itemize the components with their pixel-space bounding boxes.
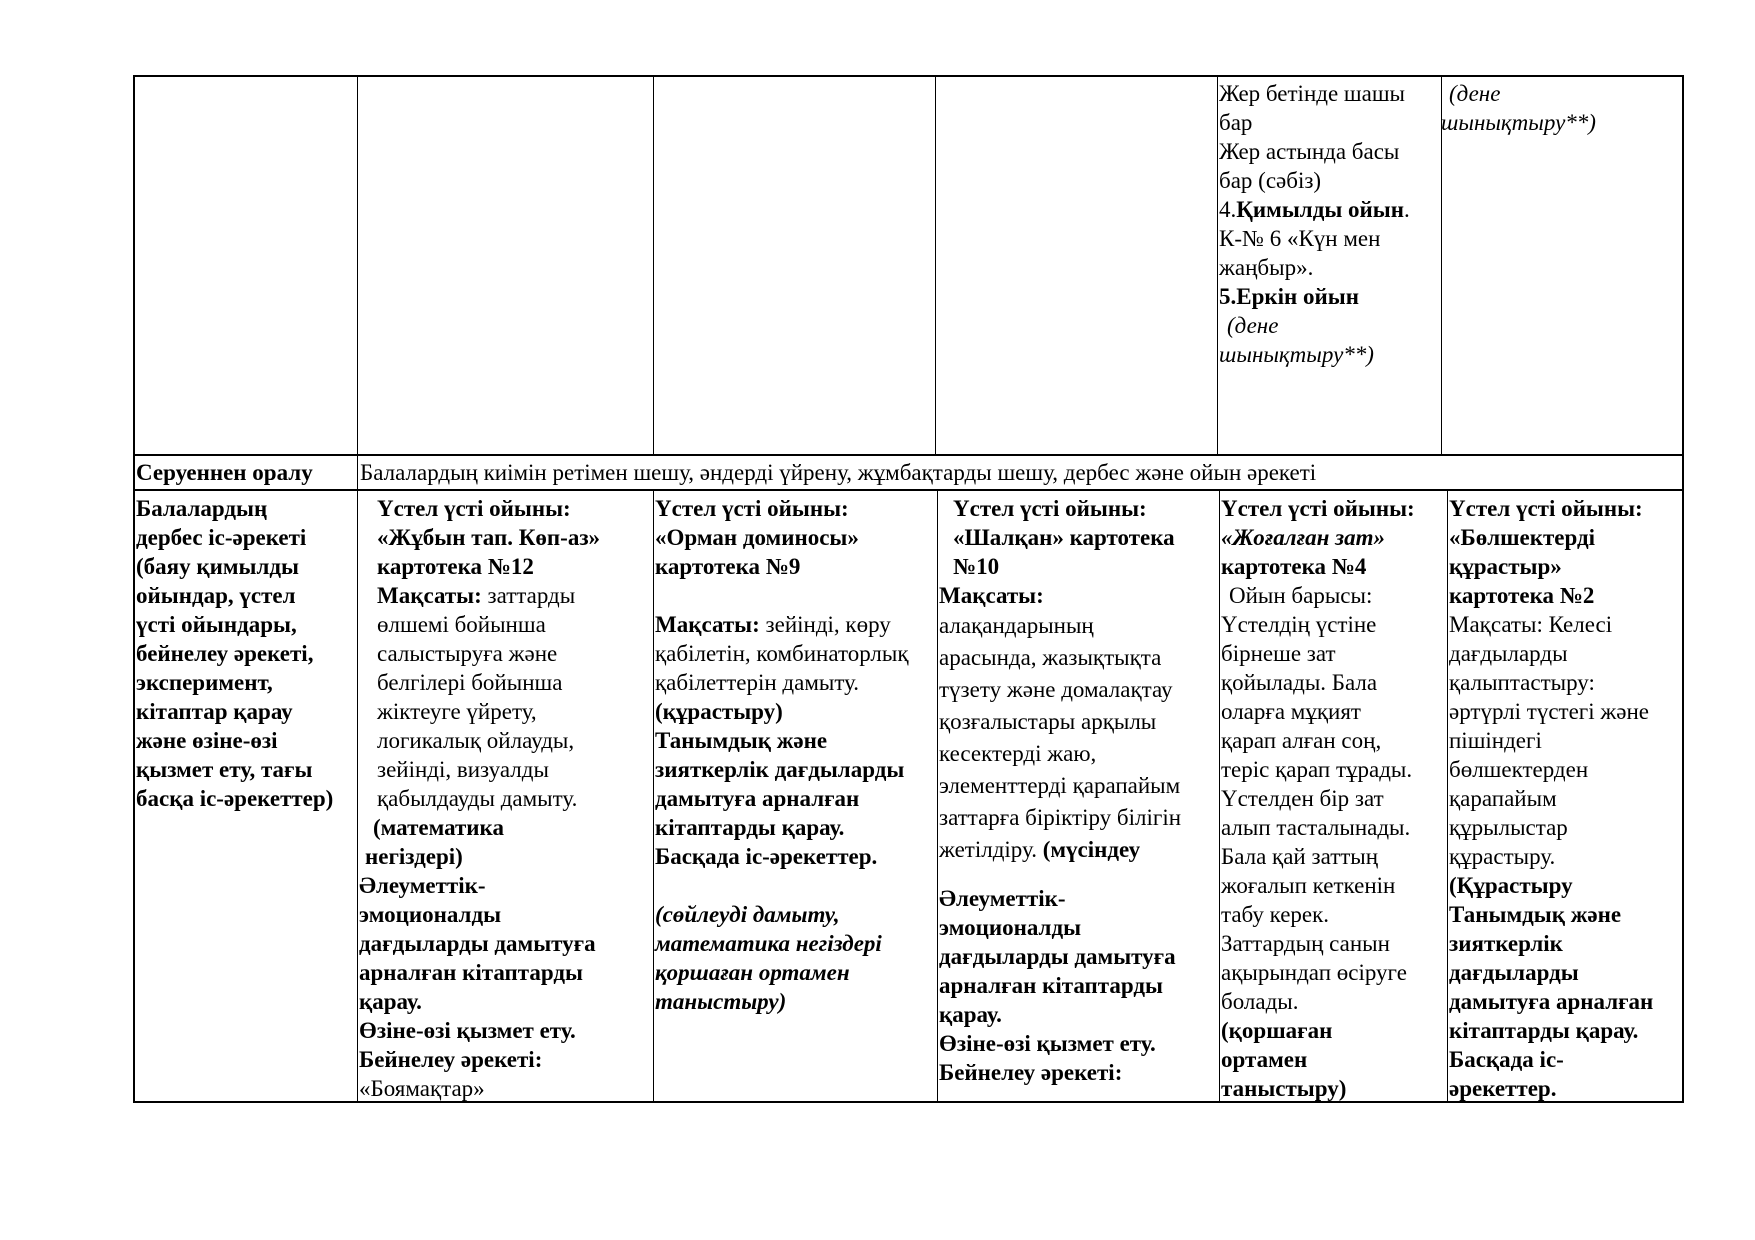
- spacer: [939, 866, 1219, 884]
- row3-tue-cell: [655, 494, 937, 1016]
- text-line: [655, 610, 937, 639]
- grid-line: [1217, 76, 1218, 455]
- card-number: картотека №2: [1449, 583, 1595, 608]
- subject-note: (қоршаған: [1221, 1018, 1333, 1043]
- subject-note: (құрастыру): [655, 699, 783, 724]
- text-line: Басқада іс-: [1449, 1047, 1564, 1072]
- text-line: Өзіне-өзі қызмет ету.: [359, 1018, 576, 1043]
- text-line: Ойын барысы:: [1229, 583, 1373, 608]
- subject-note: негіздері): [365, 844, 463, 869]
- goal-text: зейінді, көру: [765, 612, 891, 637]
- text-line: дағдыларды: [1449, 641, 1568, 666]
- game-name: «Жоғалған зат»: [1221, 525, 1385, 550]
- text-line: қарап алған соң,: [1221, 728, 1382, 753]
- text-line: қабілеттерін дамыту.: [655, 670, 860, 695]
- text-line: қарапайым: [1449, 786, 1557, 811]
- text-line: өлшемі бойынша: [377, 612, 546, 637]
- text-line: қарау.: [939, 1002, 1002, 1027]
- text-line: дамытуға арналған: [1449, 989, 1654, 1014]
- text-line: және өзіне-өзі: [136, 728, 278, 753]
- spacer: [655, 581, 937, 610]
- text-line: Танымдық және: [655, 728, 828, 753]
- text-line: қалыптастыру:: [1449, 670, 1595, 695]
- text-line: қызмет ету, тағы: [136, 757, 313, 782]
- text-line: үсті ойындары,: [136, 612, 297, 637]
- text-line: ойындар, үстел: [136, 583, 296, 608]
- game-name: «Жұбын тап. Көп-аз»: [377, 525, 601, 550]
- game-title: Үстел үсті ойыны:: [655, 496, 849, 521]
- text-line: Жер бетінде шашы: [1219, 81, 1405, 106]
- text-line: түзету және домалақтау: [939, 677, 1173, 702]
- row3-mon-cell: [359, 494, 652, 1103]
- text-line: [939, 834, 1219, 866]
- text-line: бар (сәбіз): [1219, 168, 1322, 193]
- text-line: жаңбыр».: [1219, 255, 1314, 280]
- text-line: Танымдық және: [1449, 902, 1622, 927]
- text-line: ақырындап өсіруге: [1221, 960, 1407, 985]
- text-line: құрылыстар: [1449, 815, 1568, 840]
- card-number: №10: [953, 554, 1000, 579]
- movement-game-title: Қимылды ойын: [1236, 197, 1405, 222]
- grid-line: [134, 454, 1683, 456]
- text-line: Үстелден бір зат: [1221, 786, 1384, 811]
- text-line: Өзіне-өзі қызмет ету.: [939, 1031, 1156, 1056]
- text-line: әртүрлі түстегі және: [1449, 699, 1649, 724]
- subject-note: (Құрастыру: [1449, 873, 1573, 898]
- text-line: дағдыларды дамытуға: [359, 931, 596, 956]
- text-line: [1219, 195, 1441, 224]
- grid-line: [653, 491, 654, 1102]
- text-line: бірнеше зат: [1221, 641, 1336, 666]
- text-line: (баяу қимылды: [136, 554, 299, 579]
- game-title: Үстел үсті ойыны:: [953, 496, 1147, 521]
- text-line: қабілетін, комбинаторлық: [655, 641, 909, 666]
- text-line: табу керек.: [1221, 902, 1330, 927]
- text-line: дамытуға арналған: [655, 786, 860, 811]
- game-title: Үстел үсті ойыны:: [1449, 496, 1643, 521]
- subject-note: шынықтыру**): [1441, 110, 1596, 135]
- text-line: эмоционалды: [939, 915, 1082, 940]
- text-line: қабылдауды дамыту.: [377, 786, 578, 811]
- card-number: картотека №9: [655, 554, 801, 579]
- text-line: қарау.: [359, 989, 422, 1014]
- text-line: алып тасталынады.: [1221, 815, 1411, 840]
- item-number: 4.: [1219, 197, 1237, 222]
- text-line: дағдыларды дамытуға: [939, 944, 1176, 969]
- game-name: «Орман доминосы»: [655, 525, 859, 550]
- grid-line: [937, 491, 938, 1102]
- row2-content: Балалардың киімін ретімен шешу, әндерді үйрену, жұмбақтарды шешу, дербес және ойын әрекеті: [360, 460, 1317, 485]
- text-line: жіктеуге үйрету,: [377, 699, 537, 724]
- text-line: қойылады. Бала: [1221, 670, 1378, 695]
- text-line: бөлшектерден: [1449, 757, 1589, 782]
- text-line: кесектерді жаю,: [939, 741, 1097, 766]
- text-line: зияткерлік дағдыларды: [655, 757, 905, 782]
- text-line: Бейнелеу әрекеті:: [359, 1047, 543, 1072]
- text-line: заттарға біріктіру білігін: [939, 805, 1182, 830]
- text-line: Мақсаты: Келесі: [1449, 612, 1613, 637]
- text-line: қозғалыстары арқылы: [939, 709, 1157, 734]
- goal-label: Мақсаты:: [939, 583, 1044, 608]
- grid-line: [1447, 491, 1448, 1102]
- row3-thu-cell: [1221, 494, 1447, 1103]
- text-line: К-№ 6 «Күн мен: [1219, 226, 1381, 251]
- text-line: арналған кітаптарды: [939, 973, 1163, 998]
- grid-line: [935, 76, 936, 455]
- goal-text: заттарды: [487, 583, 576, 608]
- subject-note: таныстыру): [655, 989, 787, 1014]
- spacer: [655, 871, 937, 900]
- text-line: әрекеттер.: [1449, 1076, 1557, 1101]
- card-number: картотека №12: [377, 554, 534, 579]
- subject-note: (дене: [1227, 313, 1279, 338]
- text-line: зейінді, визуалды: [377, 757, 549, 782]
- text-line: бар: [1219, 110, 1253, 135]
- game-title: Үстел үсті ойыны:: [1221, 496, 1415, 521]
- text-line: [377, 581, 652, 610]
- grid-line: [1219, 491, 1220, 1102]
- text-line: салыстыруға және: [377, 641, 558, 666]
- card-number: картотека №4: [1221, 554, 1367, 579]
- text-line: дербес іс-әрекеті: [136, 525, 307, 550]
- text-line: бейнелеу әрекеті,: [136, 641, 314, 666]
- text-line: эмоционалды: [359, 902, 502, 927]
- text-line: «Боямақтар»: [359, 1076, 485, 1101]
- text-line: кітаптарды қарау.: [655, 815, 845, 840]
- text-line: элементтерді қарапайым: [939, 773, 1181, 798]
- text-line: зияткерлік: [1449, 931, 1563, 956]
- text-line: арасында, жазықтықта: [939, 645, 1162, 670]
- text-line: болады.: [1221, 989, 1299, 1014]
- subject-note: таныстыру): [1221, 1076, 1347, 1101]
- text-line: эксперимент,: [136, 670, 273, 695]
- goal-label: Мақсаты:: [377, 583, 482, 608]
- game-name: «Бөлшектерді: [1449, 525, 1596, 550]
- text-line: Жер астында басы: [1219, 139, 1400, 164]
- subject-note: шынықтыру**): [1219, 342, 1374, 367]
- text-line: дағдыларды: [1449, 960, 1579, 985]
- text-line: Бала қай заттың: [1221, 844, 1379, 869]
- text-line: алақандарының: [939, 613, 1094, 638]
- text-line: оларға мұқият: [1221, 699, 1361, 724]
- text-line: жоғалып кеткенін: [1221, 873, 1396, 898]
- row2-label: Серуеннен оралу: [136, 460, 313, 485]
- subject-note: ортамен: [1221, 1047, 1308, 1072]
- game-name: құрастыр»: [1449, 554, 1562, 579]
- row3-wed-cell: [939, 494, 1219, 1087]
- text-line: Балалардың: [136, 496, 268, 521]
- text-line: Үстелдің үстіне: [1221, 612, 1377, 637]
- text-line: Әлеуметтік-: [359, 873, 486, 898]
- row3-label: [136, 494, 356, 813]
- text-line: Бейнелеу әрекеті:: [939, 1060, 1123, 1085]
- goal-label: Мақсаты:: [655, 612, 760, 637]
- text-line: Басқада іс-әрекеттер.: [655, 844, 878, 869]
- grid-line: [357, 455, 358, 491]
- grid-line: [134, 489, 1683, 491]
- text-line: Заттардың санын: [1221, 931, 1390, 956]
- text-line: кітаптарды қарау.: [1449, 1018, 1639, 1043]
- text-line: логикалық ойлауды,: [377, 728, 575, 753]
- subject-note: (сөйлеуді дамыту,: [655, 902, 840, 927]
- subject-note: (математика: [373, 815, 504, 840]
- text-line: басқа іс-әрекеттер): [136, 786, 334, 811]
- text-line: белгілері бойынша: [377, 670, 563, 695]
- text-line: арналған кітаптарды: [359, 960, 583, 985]
- subject-note: (мүсіндеу: [1042, 837, 1141, 862]
- grid-line: [653, 76, 654, 455]
- text-line: пішіндегі: [1449, 728, 1542, 753]
- subject-note: қоршаған ортамен: [655, 960, 850, 985]
- row1-col5-cell: [1219, 79, 1441, 369]
- game-title: Үстел үсті ойыны:: [377, 496, 571, 521]
- free-game-title: 5.Еркін ойын: [1219, 284, 1359, 309]
- row3-fri-cell: [1449, 494, 1683, 1103]
- text-line: кітаптар қарау: [136, 699, 293, 724]
- subject-note: (дене: [1449, 81, 1501, 106]
- grid-line: [357, 491, 358, 1102]
- text-line: Әлеуметтік-: [939, 886, 1066, 911]
- text-line: теріс қарап тұрады.: [1221, 757, 1413, 782]
- punctuation: .: [1404, 197, 1410, 222]
- subject-note: математика негіздері: [655, 931, 882, 956]
- grid-line: [357, 76, 358, 455]
- text-line: құрастыру.: [1449, 844, 1556, 869]
- game-name: «Шалқан» картотека: [953, 525, 1175, 550]
- row1-col6-cell: [1441, 79, 1681, 137]
- goal-text: жетілдіру.: [939, 837, 1037, 862]
